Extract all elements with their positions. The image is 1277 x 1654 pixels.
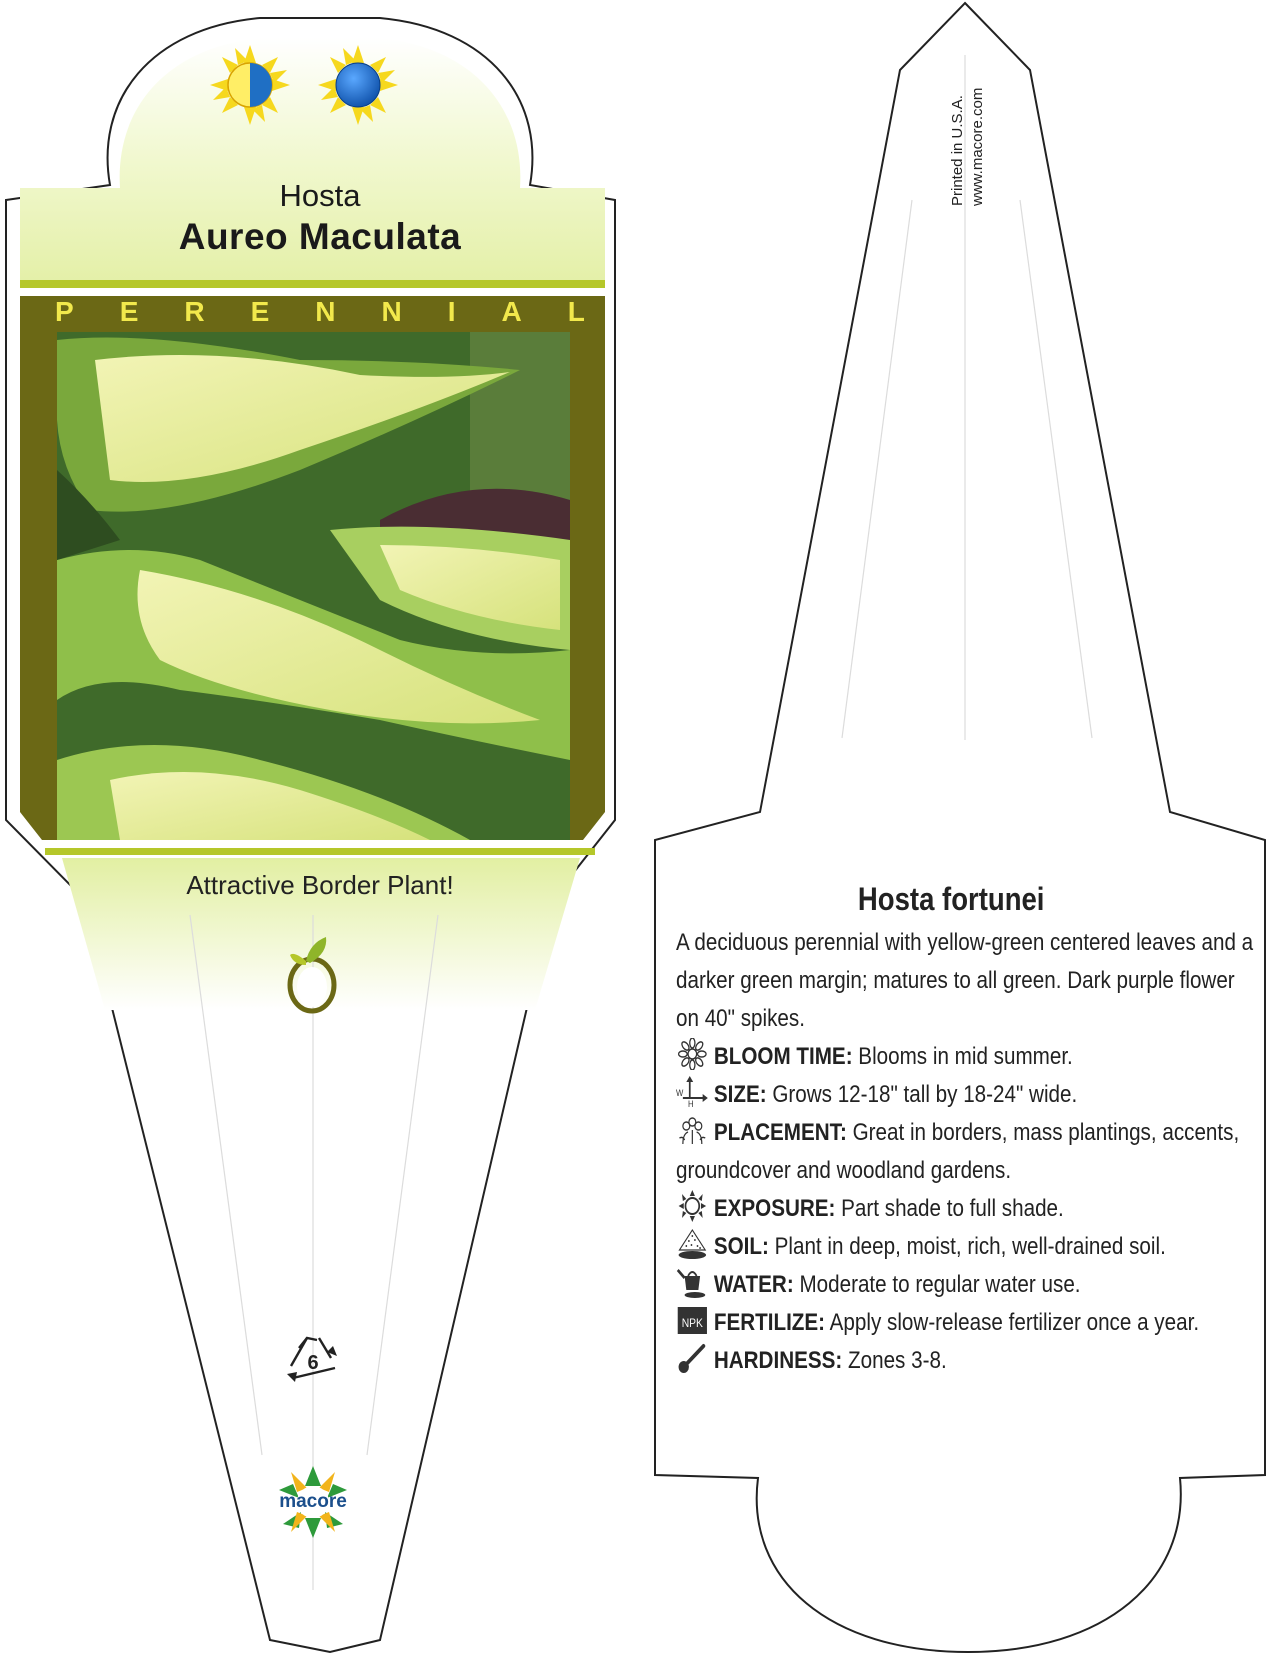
attribute-label: SOIL: [713,1233,769,1260]
attribute-label: EXPOSURE: [713,1195,836,1222]
plant-genus: Hosta [279,178,361,213]
attribute-label: WATER: [713,1271,794,1298]
website: www.macore.com [969,87,986,206]
npk-icon [676,1304,709,1336]
flower-icon [676,1038,709,1070]
attribute-row [676,1342,1256,1380]
watering-can-icon [676,1266,709,1298]
plant-cultivar: Aureo Maculata [178,216,462,257]
attribute-row [676,1228,1256,1266]
hosta-photo [57,332,570,840]
attribute-text: Moderate to regular water use. [799,1271,1081,1298]
attribute-row [676,1076,1256,1114]
category-letter: N [381,296,402,327]
thermometer-icon [676,1342,709,1374]
attribute-row [676,1266,1256,1304]
category-letter: L [567,296,585,327]
attribute-text: Apply slow-release fertilizer once a year. [829,1309,1200,1336]
category-letter: P [55,296,74,327]
soil-icon [676,1228,709,1260]
attribute-label: PLACEMENT: [713,1119,847,1146]
botanical-name: Hosta fortunei [857,881,1045,917]
attribute-label: SIZE: [713,1081,767,1108]
back-tag-outline [655,3,1265,1652]
category-letter: R [184,296,205,327]
attribute-text: Part shade to full shade. [841,1195,1064,1222]
full-shade-sun-icon [318,45,398,125]
attribute-row [676,1114,1256,1190]
tagline: Attractive Border Plant! [186,870,454,900]
attribute-text: Blooms in mid summer. [858,1043,1073,1070]
size-h-label: H [688,1098,694,1108]
lime-divider-top [20,280,605,288]
attribute-text: Grows 12-18" tall by 18-24" wide. [772,1081,1078,1108]
attribute-text: Plant in deep, moist, rich, well-drained soil. [774,1233,1166,1260]
category-letter: A [501,296,522,327]
category-letter: E [250,296,270,327]
attribute-row [676,1304,1256,1342]
care-info [676,880,1256,1380]
description: A deciduous perennial with yellow-green centered leaves and a darker green margin; matures to all green. Dark purple flower on 40" spikes. [676,929,1254,1032]
category-letter: I [447,296,456,327]
sun-icon [676,1190,709,1222]
printed-in: Printed in U.S.A. [949,95,966,206]
attribute-text: Zones 3-8. [848,1347,947,1374]
size-w-label: W [676,1087,684,1099]
placement-plants-icon [676,1114,709,1146]
attribute-text: Great in borders, mass plantings, accents, groundcover and woodland gardens. [676,1119,1240,1184]
size-arrows-icon [676,1076,709,1108]
brand-logo-text: macore [279,1491,347,1512]
category-letter: N [315,296,336,327]
category-letter: E [119,296,139,327]
attribute-label: BLOOM TIME: [713,1043,853,1070]
npk-label: NPK [681,1317,703,1331]
category-banner [55,296,585,328]
printer-info [948,88,988,206]
attribute-row [676,1190,1256,1228]
attribute-label: HARDINESS: [713,1347,843,1374]
attribute-label: FERTILIZE: [713,1309,826,1336]
attribute-row [676,1038,1256,1076]
recycle-code: 6 [307,1352,319,1374]
part-shade-sun-icon [210,45,290,125]
